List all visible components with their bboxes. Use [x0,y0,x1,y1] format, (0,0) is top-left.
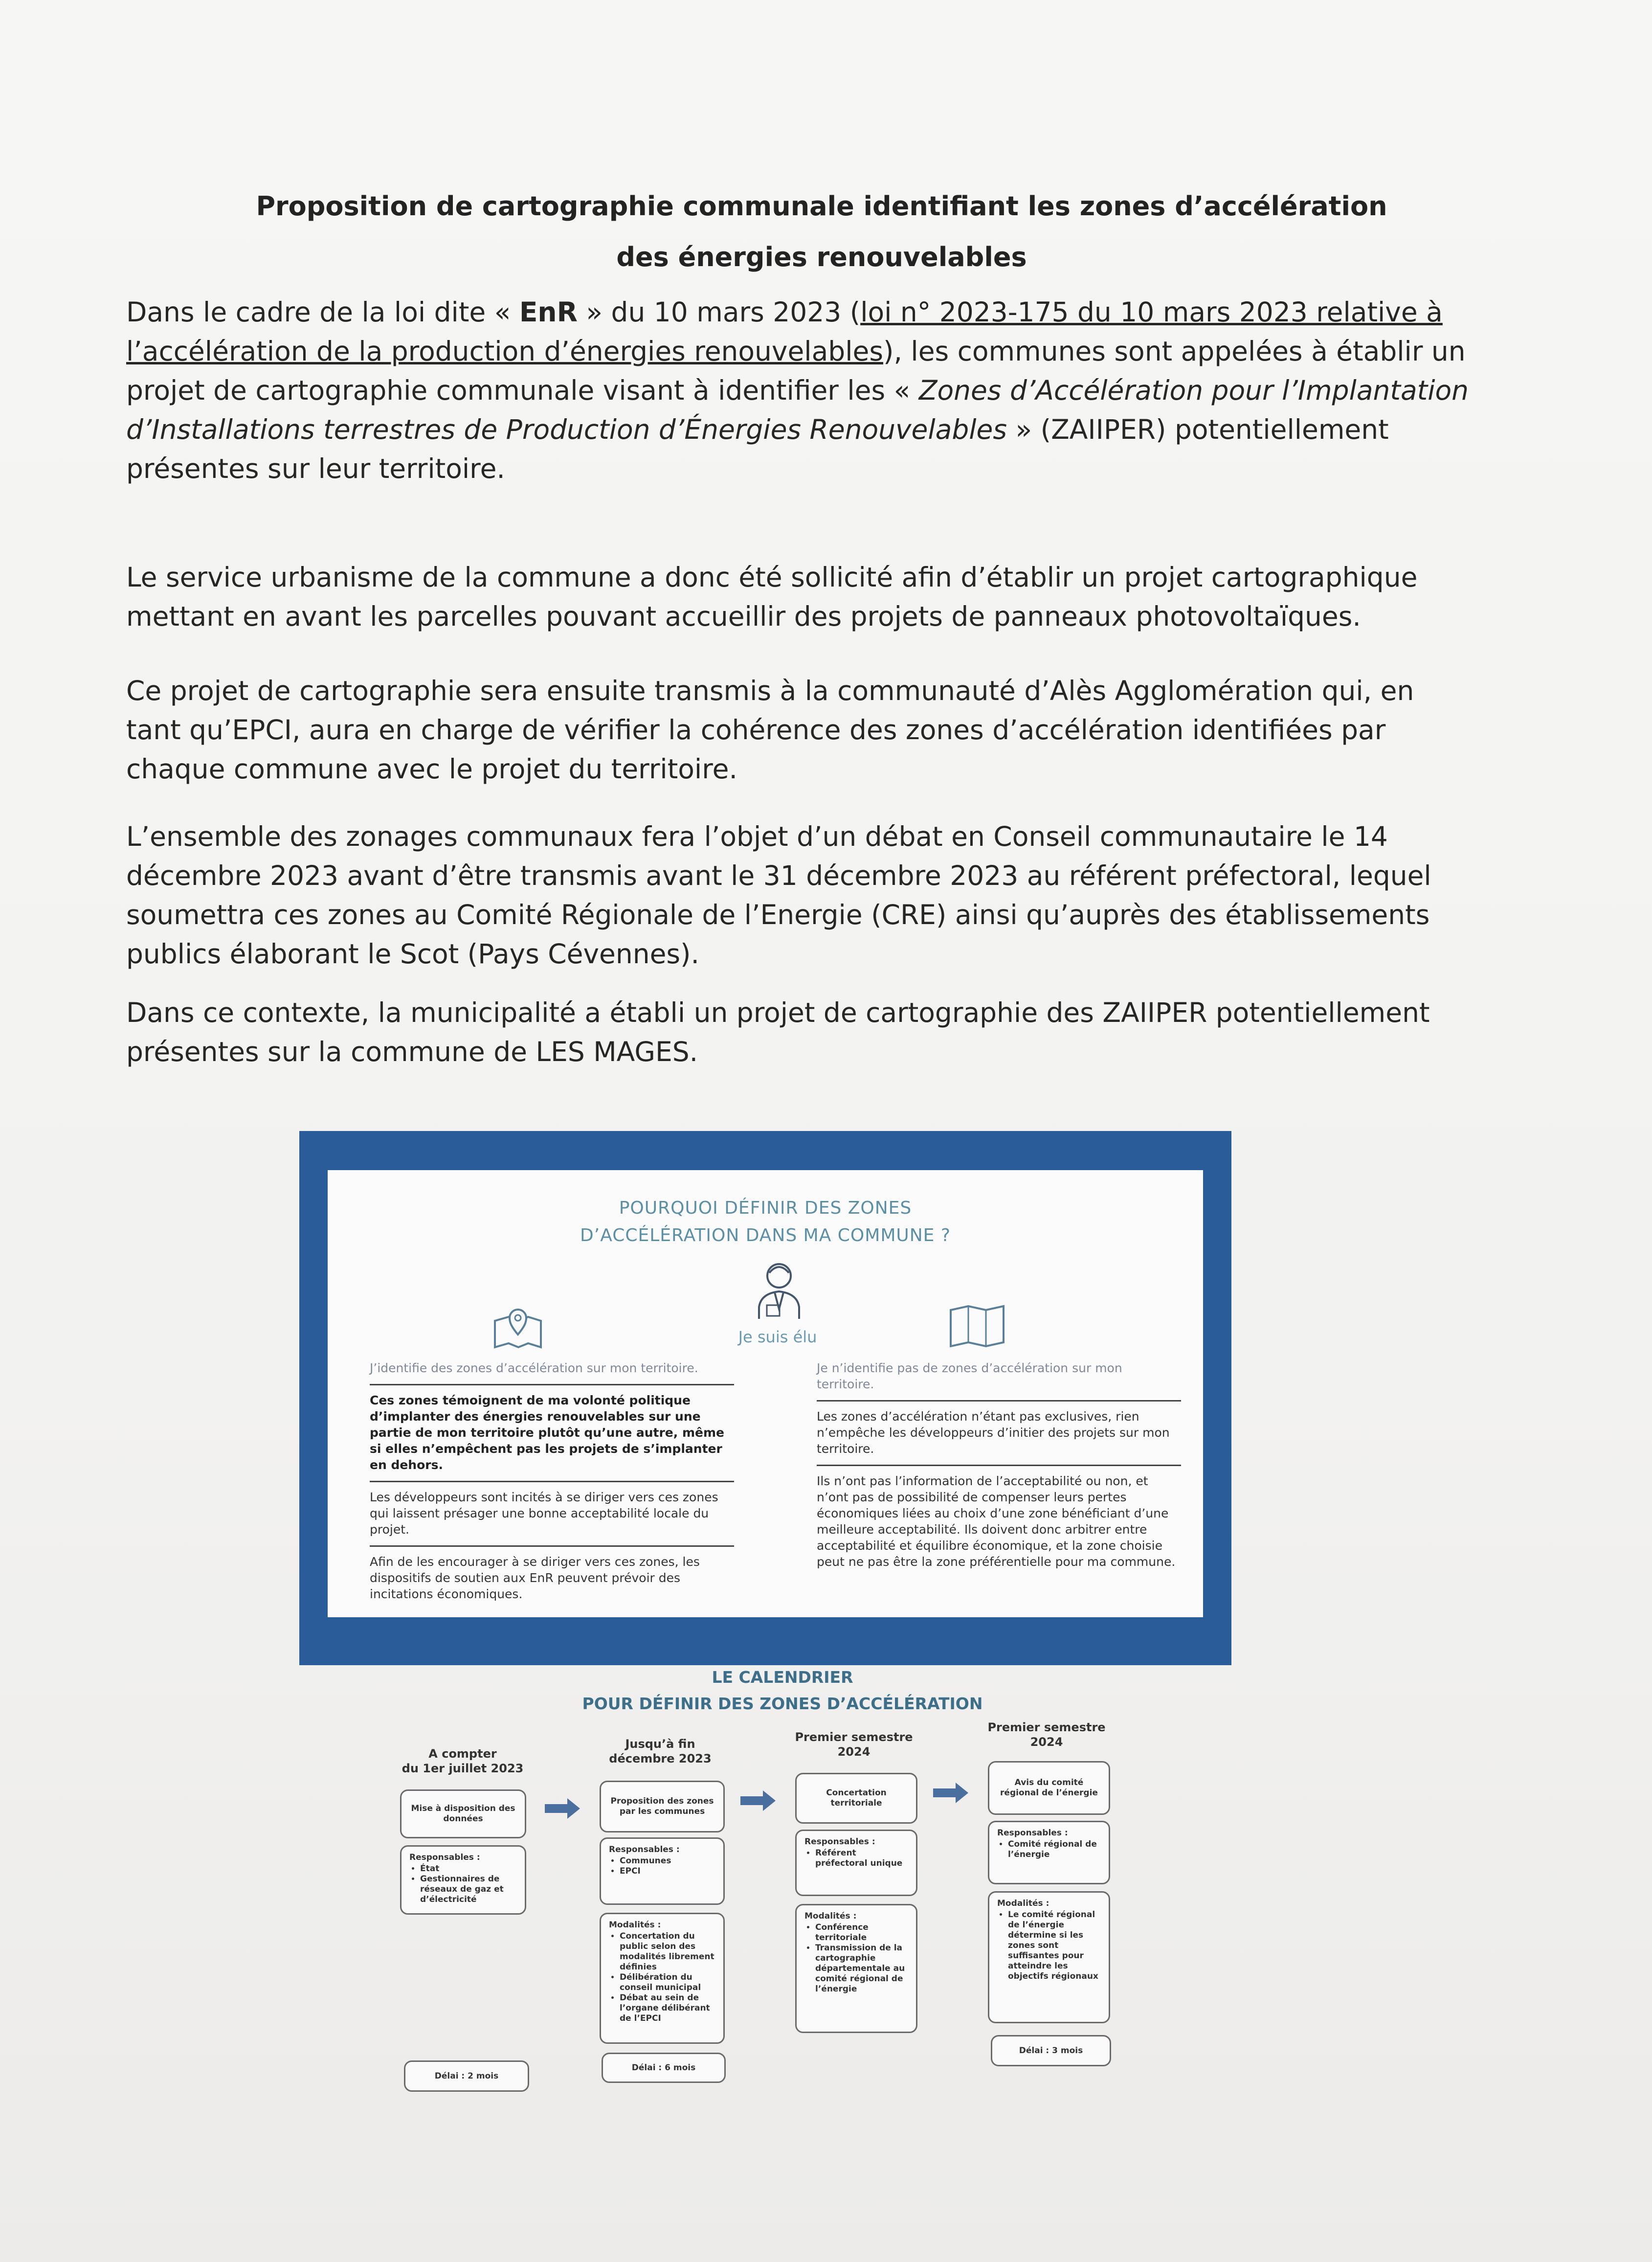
right-text-2: Ils n’ont pas l’information de l’acceptabilité ou non, et n’ont pas de possibilité de compenser leurs pertes économiques liées au choix d’une zone bénéficiant d’une meilleure acceptabilité. Ils doivent donc arbitrer entre acceptabilité et équilibre économique, et la zone choisie peut ne pas être la zone préférentielle pour ma commune. [817,1474,1176,1569]
left-bold-text: Ces zones témoignent de ma volonté politique d’implanter des énergies renouvelables sur une partie de mon territoire plutôt qu’une autre, même si elles n’empêchent pas les projets de s’implanter en dehors. [370,1393,724,1472]
stage-head-line: Jusqu’à fin [625,1737,695,1751]
paragraph-intro [126,293,1476,488]
stage-1-action: Mise à disposition des données [400,1789,526,1838]
stage-head-line: 2024 [1030,1735,1063,1749]
infographic-frame [299,1131,1231,1665]
arrow-right-icon [931,1781,970,1805]
divider [817,1465,1181,1466]
right-heading: Je n’identifie pas de zones d’accélération sur mon territoire. [817,1361,1122,1391]
modalites-label: Modalités : [804,1911,857,1921]
calendar-title [538,1664,1027,1717]
paragraph-urbanism: Le service urbanisme de la commune a donc été sollicité afin d’établir un projet cartographique mettant en avant les parcelles pouvant accueillir des projets de panneaux photovoltaïques. [126,562,1418,632]
infographic-title-line-1: POURQUOI DÉFINIR DES ZONES [619,1198,912,1218]
stage-4-responsables [988,1821,1110,1884]
divider [370,1545,734,1547]
stage-1-responsables [400,1845,526,1915]
left-column [370,1356,734,1609]
responsables-list [997,1839,1101,1860]
modalites-list [804,1923,908,1994]
text-run: » (ZAIIPER) potentiellement présentes sur leur territoire. [126,414,1389,484]
elected-official-icon [752,1258,806,1322]
list-item: • Conférence territoriale [815,1923,908,1943]
stage-2-head [587,1737,734,1766]
stage-2-responsables [600,1837,725,1905]
arrow-right-icon [543,1796,582,1821]
divider [817,1400,1181,1402]
list-item: • Gestionnaires de réseaux de gaz et d’électricité [420,1874,517,1905]
stage-head-line: 2024 [837,1745,871,1759]
list-item: • Délibération du conseil municipal [620,1972,715,1993]
arrow-right-icon [738,1788,778,1813]
stage-3-head [781,1730,927,1759]
responsables-label: Responsables : [997,1828,1068,1838]
center-label: Je suis élu [738,1328,817,1346]
text-run-italic: Zones d’Accélération pour l’Implantation d’Installations terrestres de Production d’Énergies Renouvelables [126,375,1469,445]
stage-head-line: A compter [428,1747,497,1761]
left-text-3: Afin de les encourager à se diriger vers ces zones, les dispositifs de soutien aux EnR peuvent prévoir des incitations économiques. [370,1555,700,1601]
list-item: • Communes [620,1856,715,1866]
stage-2-delay: Délai : 6 mois [602,2053,726,2083]
right-text-1: Les zones d’accélération n’étant pas exclusives, rien n’empêche les développeurs d’initier des projets sur mon territoire. [817,1409,1170,1456]
modalites-label: Modalités : [609,1920,661,1930]
stage-3-modalites [795,1904,917,2033]
right-column [817,1356,1181,1577]
stage-1-head [389,1746,536,1776]
document-title [127,181,1516,283]
title-line-2: des énergies renouvelables [616,242,1027,272]
stage-4-action: Avis du comité régional de l’énergie [988,1761,1110,1815]
text-run-bold: EnR [519,296,578,328]
list-item: • Le comité régional de l’énergie détermine si les zones sont suffisantes pour atteindre les objectifs régionaux [1008,1910,1101,1982]
left-text-2: Les développeurs sont incités à se diriger vers ces zones qui laissent présager une bonne acceptabilité locale du projet. [370,1490,718,1537]
infographic-panel [328,1170,1203,1617]
responsables-label: Responsables : [609,1845,680,1855]
map-pin-icon [491,1302,545,1351]
list-item: • Référent préfectoral unique [815,1848,908,1869]
stage-3-responsables [795,1830,917,1896]
paragraph-debate: L’ensemble des zonages communaux fera l’objet d’un débat en Conseil communautaire le 14 décembre 2023 avant d’être transmis avant le 31 décembre 2023 au référent préfectoral, lequel soumettra ces zones au Comité Régionale de l’Energie (CRE) ainsi qu’auprès des établissements publics élaborant le Scot (Pays Cévennes). [126,821,1431,970]
stage-head-line: du 1er juillet 2023 [402,1762,524,1775]
modalites-label: Modalités : [997,1899,1049,1908]
stage-4-delay: Délai : 3 mois [991,2035,1111,2066]
text-run: ), les communes sont appelées à établir un projet de cartographie communale visant à identifier les « [126,336,1466,406]
paragraph-epci: Ce projet de cartographie sera ensuite transmis à la communauté d’Alès Agglomération qui, en tant qu’EPCI, aura en charge de vérifier la cohérence des zones d’accélération identifiées par chaque commune avec le projet du territoire. [126,675,1414,785]
list-item: • Concertation du public selon des modalités librement définies [620,1931,715,1972]
responsables-label: Responsables : [409,1853,480,1862]
stage-4-modalites [988,1891,1110,2023]
left-heading: J’identifie des zones d’accélération sur mon territoire. [370,1361,698,1375]
responsables-list [409,1864,517,1905]
list-item: • EPCI [620,1866,715,1877]
infographic-title [328,1195,1203,1249]
stage-head-line: Premier semestre [987,1720,1106,1734]
responsables-label: Responsables : [804,1837,875,1847]
divider [370,1481,734,1482]
list-item: • Transmission de la cartographie départementale au comité régional de l’énergie [815,1943,908,1994]
divider [370,1384,734,1385]
stage-4-head [973,1720,1120,1749]
responsables-list [804,1848,908,1869]
modalites-list [997,1910,1101,1982]
calendar-title-line-2: POUR DÉFINIR DES ZONES D’ACCÉLÉRATION [582,1694,983,1713]
stage-head-line: décembre 2023 [609,1752,712,1765]
text-run: » du 10 mars 2023 ( [577,296,861,328]
modalites-list [609,1931,715,2024]
stage-head-line: Premier semestre [795,1730,913,1744]
stage-2-modalites [600,1913,725,2044]
stage-2-action: Proposition des zones par les communes [600,1781,725,1832]
responsables-list [609,1856,715,1877]
list-item: • État [420,1864,517,1874]
stage-3-action: Concertation territoriale [795,1773,917,1824]
paragraph-context: Dans ce contexte, la municipalité a établi un projet de cartographie des ZAIIPER potentiellement présentes sur la commune de LES MAGES. [126,997,1430,1067]
calendar-title-line-1: LE CALENDRIER [712,1668,853,1687]
law-reference-link[interactable]: loi n° 2023-175 du 10 mars 2023 relative à l’accélération de la production d’énergies renouvelables [126,296,1443,367]
list-item: • Débat au sein de l’organe délibérant de l’EPCI [620,1993,715,2024]
open-map-icon [948,1303,1006,1347]
list-item: • Comité régional de l’énergie [1008,1839,1101,1860]
title-line-1: Proposition de cartographie communale identifiant les zones d’accélération [256,191,1387,222]
stage-1-delay: Délai : 2 mois [404,2060,529,2092]
infographic-title-line-2: D’ACCÉLÉRATION DANS MA COMMUNE ? [580,1225,951,1245]
text-run: Dans le cadre de la loi dite « [126,296,519,328]
